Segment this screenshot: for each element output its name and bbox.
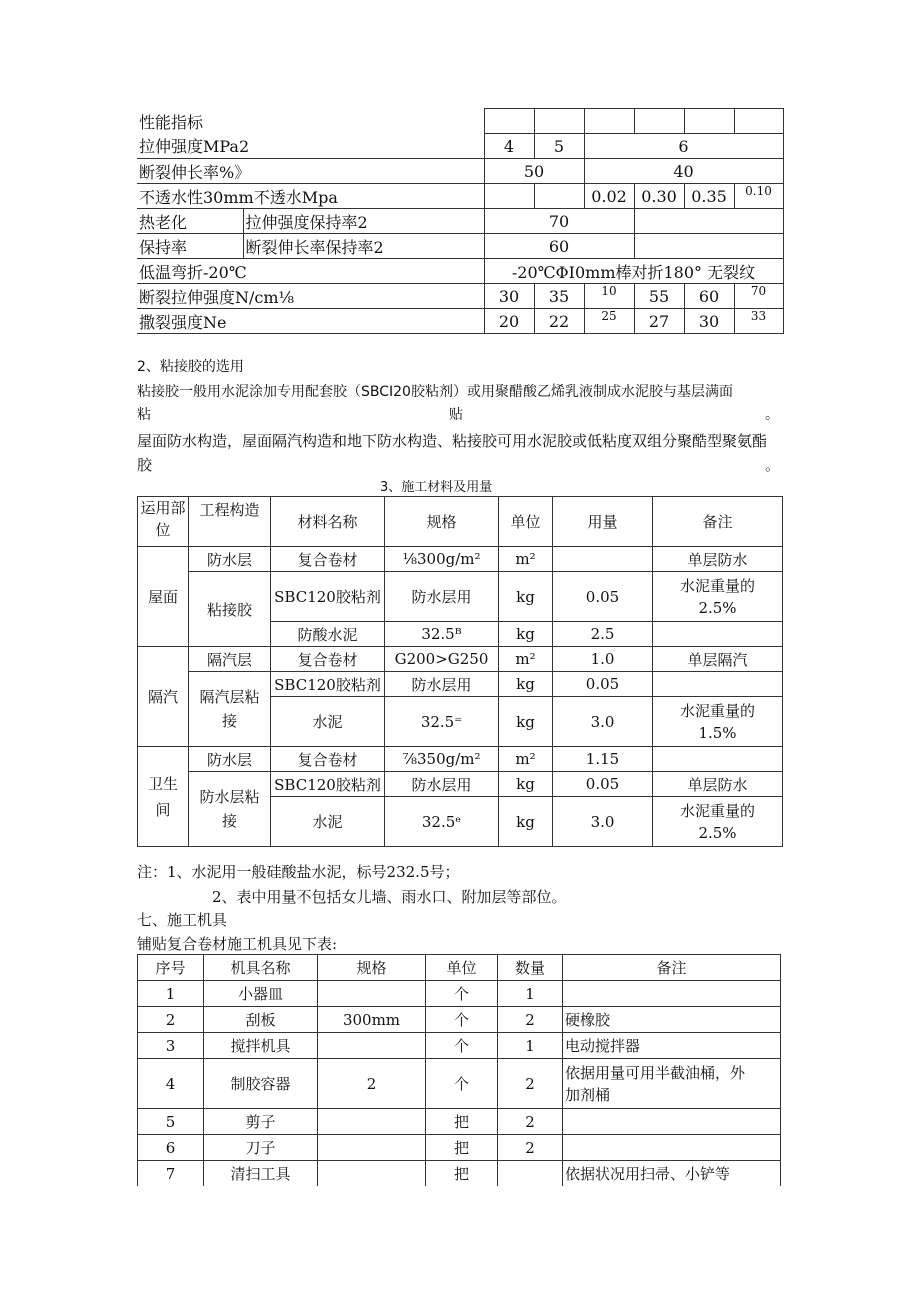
unit-cell: m² <box>499 547 553 572</box>
construction-cell <box>189 772 271 847</box>
no-cell: 3 <box>138 1033 204 1059</box>
spec-cell: 2 <box>318 1059 426 1109</box>
note-cell <box>653 697 783 747</box>
perf-value: 70 <box>734 284 783 309</box>
text-fragment: 胶 <box>137 456 153 474</box>
qty-cell: 2 <box>498 1135 563 1161</box>
perf-value: 4 <box>484 134 534 159</box>
table-row <box>138 647 783 672</box>
unit-cell: 把 <box>426 1135 498 1161</box>
perf-value: 22 <box>534 309 584 334</box>
perf-label: 断裂伸长率保持率2 <box>243 234 484 259</box>
table-row <box>137 184 783 209</box>
spec-cell <box>318 1161 426 1187</box>
perf-group: 热老化 <box>137 209 243 234</box>
perf-value: 6 <box>584 134 783 159</box>
name-cell: 清扫工具 <box>204 1161 318 1187</box>
table-row <box>138 1161 781 1187</box>
perf-value: 0.35 <box>684 184 734 209</box>
col-header-no: 序号 <box>138 955 204 981</box>
table-caption: 3、施工材料及用量 <box>380 480 493 495</box>
spec-cell: 32.5ᵉ <box>385 797 499 847</box>
amount-cell: 0.05 <box>553 672 653 697</box>
unit-cell: kg <box>499 797 553 847</box>
table-header-row <box>138 497 783 547</box>
perf-value: 40 <box>584 159 783 184</box>
spec-cell: 防水层用 <box>385 672 499 697</box>
construction-line: 防水层粘 <box>199 788 260 806</box>
unit-cell: kg <box>499 772 553 797</box>
text-fragment: 。 <box>765 407 779 423</box>
col-header-qty: 数量 <box>498 955 563 981</box>
perf-value: 60 <box>684 284 734 309</box>
note-cell: 单层防水 <box>653 772 783 797</box>
perf-value: 55 <box>634 284 684 309</box>
qty-cell: 1 <box>498 981 563 1007</box>
name-cell: 复合卷材 <box>271 747 385 772</box>
table-row <box>138 1135 781 1161</box>
note-cell: 电动搅拌器 <box>563 1033 781 1059</box>
table-row <box>138 672 783 697</box>
perf-value: -20℃ΦI0mm棒对折180° 无裂纹 <box>484 259 783 284</box>
perf-value: 70 <box>484 209 634 234</box>
name-cell: 刀子 <box>204 1135 318 1161</box>
section7-intro: 铺贴复合卷材施工机具见下表: <box>137 935 338 953</box>
note-line: 加剂桶 <box>565 1085 611 1104</box>
name-cell: 刮板 <box>204 1007 318 1033</box>
spec-cell <box>318 1033 426 1059</box>
note-cell <box>653 797 783 847</box>
position-cell <box>138 747 189 847</box>
note-cell <box>653 622 783 647</box>
table-row <box>138 747 783 772</box>
note-line: 水泥重量的 <box>679 576 755 595</box>
amount-cell <box>553 547 653 572</box>
no-cell: 4 <box>138 1059 204 1109</box>
unit-cell: m² <box>499 747 553 772</box>
name-cell: 制胶容器 <box>204 1059 318 1109</box>
no-cell: 7 <box>138 1161 204 1187</box>
perf-value: 10 <box>584 284 634 309</box>
unit-cell: 个 <box>426 981 498 1007</box>
note-cell: 依据状况用扫帚、小铲等 <box>563 1161 781 1187</box>
name-cell: SBC120胶粘剂 <box>271 572 385 622</box>
note-cell <box>653 672 783 697</box>
table-row <box>138 1109 781 1135</box>
col-header-unit: 单位 <box>499 497 553 547</box>
name-cell: SBC120胶粘剂 <box>271 772 385 797</box>
note-cell <box>653 572 783 622</box>
col-header-note: 备注 <box>653 497 783 547</box>
perf-label: 拉伸强度MPa2 <box>139 137 250 157</box>
no-cell: 5 <box>138 1109 204 1135</box>
spec-cell: 防水层用 <box>385 572 499 622</box>
spec-cell: 32.5⁼ <box>385 697 499 747</box>
unit-cell: 个 <box>426 1033 498 1059</box>
perf-label: 断裂拉伸强度N/cm⅛ <box>137 284 484 309</box>
paragraph-line-justified <box>137 404 782 426</box>
spec-cell: G200>G250 <box>385 647 499 672</box>
paragraph-line-justified <box>137 454 782 476</box>
perf-value: 50 <box>484 159 584 184</box>
note-line: 水泥重量的 <box>679 701 755 720</box>
amount-cell: 3.0 <box>553 697 653 747</box>
qty-cell: 2 <box>498 1007 563 1033</box>
paragraph-line: 粘接胶一般用水泥涂加专用配套胶（SBCI20胶粘剂）或用聚醋酸乙烯乳液制成水泥胶与基层满面 <box>137 384 733 400</box>
tools-table <box>137 954 781 1186</box>
unit-cell: 把 <box>426 1109 498 1135</box>
unit-cell: kg <box>499 672 553 697</box>
unit-cell: 把 <box>426 1161 498 1187</box>
table-row <box>138 547 783 572</box>
name-cell: 防酸水泥 <box>271 622 385 647</box>
table-row <box>138 1033 781 1059</box>
table-row <box>137 259 783 284</box>
construction-cell: 粘接胶 <box>189 572 271 647</box>
name-cell: 小器皿 <box>204 981 318 1007</box>
col-header-amount: 用量 <box>553 497 653 547</box>
perf-label: 断裂伸长率%》 <box>137 159 484 184</box>
note-cell <box>563 981 781 1007</box>
materials-table <box>137 496 783 847</box>
amount-cell: 0.05 <box>553 772 653 797</box>
unit-cell: kg <box>499 572 553 622</box>
spec-cell: 300mm <box>318 1007 426 1033</box>
note-1: 注：1、水泥用一般硅酸盐水泥，标号232.5号； <box>137 863 460 881</box>
perf-value: 30 <box>484 284 534 309</box>
note-line: 1.5% <box>698 723 737 742</box>
table-row <box>137 284 783 309</box>
table-row <box>137 309 783 334</box>
col-header-note: 备注 <box>563 955 781 981</box>
spec-cell: ⅛300g/m² <box>385 547 499 572</box>
spec-cell <box>318 1135 426 1161</box>
no-cell: 1 <box>138 981 204 1007</box>
perf-header: 性能指标 <box>139 112 204 132</box>
perf-label: 拉伸强度保持率2 <box>243 209 484 234</box>
qty-cell <box>498 1161 563 1187</box>
performance-table <box>137 108 784 334</box>
construction-cell: 防水层 <box>189 547 271 572</box>
position-line: 间 <box>155 800 171 819</box>
spec-cell <box>318 981 426 1007</box>
name-cell: 水泥 <box>271 697 385 747</box>
text-fragment: 粘 <box>137 407 151 423</box>
construction-line: 接 <box>221 812 237 830</box>
perf-value: 0.02 <box>584 184 634 209</box>
col-header-unit: 单位 <box>426 955 498 981</box>
note-cell <box>653 747 783 772</box>
note-cell: 硬橡胶 <box>563 1007 781 1033</box>
table-row <box>137 234 783 259</box>
unit-cell: m² <box>499 647 553 672</box>
perf-value: 33 <box>734 309 783 334</box>
construction-line: 接 <box>221 712 237 730</box>
note-line: 依据用量可用半截油桶，外 <box>565 1063 746 1082</box>
note-cell <box>563 1135 781 1161</box>
section2-heading: 2、粘接胶的选用 <box>137 359 244 375</box>
qty-cell: 2 <box>498 1059 563 1109</box>
spec-cell: ⅞350g/m² <box>385 747 499 772</box>
section7-heading: 七、施工机具 <box>137 911 228 929</box>
name-cell: 剪子 <box>204 1109 318 1135</box>
perf-value: 25 <box>584 309 634 334</box>
table-row <box>138 981 781 1007</box>
construction-cell <box>189 672 271 747</box>
position-line: 卫生 <box>147 774 178 793</box>
note-2: 2、表中用量不包括女儿墙、雨水口、附加层等部位。 <box>212 888 567 906</box>
amount-cell: 1.15 <box>553 747 653 772</box>
name-cell: 复合卷材 <box>271 547 385 572</box>
construction-cell: 隔汽层 <box>189 647 271 672</box>
perf-value: 30 <box>684 309 734 334</box>
perf-label: 不透水性30mm不透水Mpa <box>137 184 484 209</box>
perf-label: 撒裂强度Ne <box>137 309 484 334</box>
table-header-row <box>138 955 781 981</box>
perf-value: 60 <box>484 234 634 259</box>
perf-value: 5 <box>534 134 584 159</box>
amount-cell: 1.0 <box>553 647 653 672</box>
unit-cell: 个 <box>426 1059 498 1109</box>
perf-value: 20 <box>484 309 534 334</box>
col-header-name: 机具名称 <box>204 955 318 981</box>
no-cell: 6 <box>138 1135 204 1161</box>
name-cell: 搅拌机具 <box>204 1033 318 1059</box>
amount-cell: 3.0 <box>553 797 653 847</box>
construction-cell: 防水层 <box>189 747 271 772</box>
perf-value: 35 <box>534 284 584 309</box>
name-cell: SBC120胶粘剂 <box>271 672 385 697</box>
paragraph-line: 屋面防水构造，屋面隔汽构造和地下防水构造、粘接胶可用水泥胶或低粘度双组分聚酷型聚氨酯 <box>137 432 768 450</box>
col-header-construction: 工程构造 <box>189 497 271 547</box>
note-line: 2.5% <box>698 598 737 617</box>
spec-cell: 32.5ᴮ <box>385 622 499 647</box>
unit-cell: kg <box>499 622 553 647</box>
text-fragment: 贴 <box>449 407 463 423</box>
amount-cell: 0.05 <box>553 572 653 622</box>
col-header-name: 材料名称 <box>271 497 385 547</box>
position-cell: 隔汽 <box>138 647 189 747</box>
col-header-spec: 规格 <box>385 497 499 547</box>
name-cell: 水泥 <box>271 797 385 847</box>
note-cell: 单层隔汽 <box>653 647 783 672</box>
spec-cell: 防水层用 <box>385 772 499 797</box>
no-cell: 2 <box>138 1007 204 1033</box>
perf-group: 保持率 <box>137 234 243 259</box>
perf-label: 低温弯折-20℃ <box>137 259 484 284</box>
table-row <box>137 134 783 159</box>
unit-cell: kg <box>499 697 553 747</box>
qty-cell: 2 <box>498 1109 563 1135</box>
table-row <box>137 209 783 234</box>
col-header-spec: 规格 <box>318 955 426 981</box>
perf-value: 0.10 <box>734 184 783 209</box>
spec-cell <box>318 1109 426 1135</box>
table-row <box>137 109 783 134</box>
construction-line: 隔汽层粘 <box>199 688 260 706</box>
qty-cell: 1 <box>498 1033 563 1059</box>
note-cell <box>563 1109 781 1135</box>
perf-value: 0.30 <box>634 184 684 209</box>
table-row <box>138 772 783 797</box>
text-fragment: 。 <box>765 456 781 474</box>
col-header-position: 运用部位 <box>138 497 189 547</box>
perf-value: 27 <box>634 309 684 334</box>
table-row <box>138 1059 781 1109</box>
note-cell <box>563 1059 781 1109</box>
table-row <box>138 1007 781 1033</box>
note-line: 2.5% <box>698 823 737 842</box>
name-cell: 复合卷材 <box>271 647 385 672</box>
note-cell: 单层防水 <box>653 547 783 572</box>
table-row <box>138 572 783 622</box>
position-cell: 屋面 <box>138 547 189 647</box>
amount-cell: 2.5 <box>553 622 653 647</box>
unit-cell: 个 <box>426 1007 498 1033</box>
table-row <box>137 159 783 184</box>
note-line: 水泥重量的 <box>679 801 755 820</box>
